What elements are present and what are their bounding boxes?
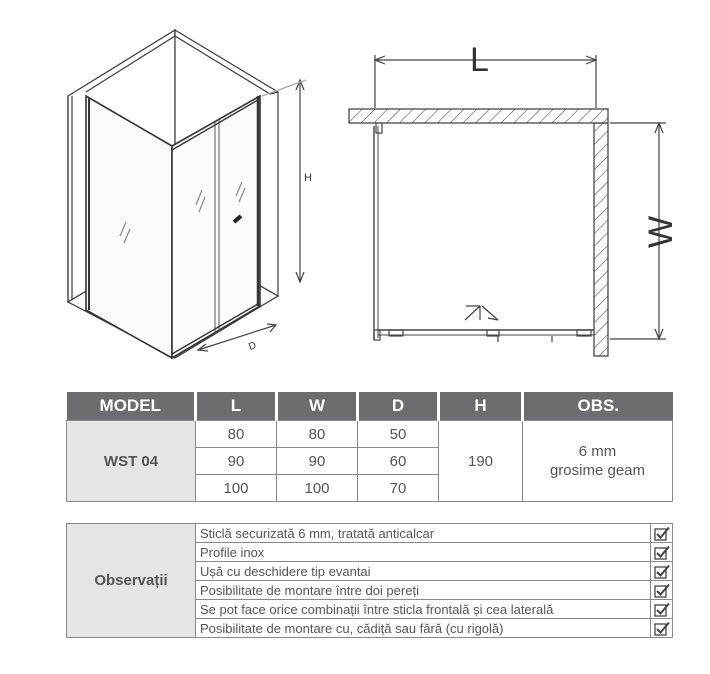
spec-header-row	[67, 392, 673, 421]
cell-d: 60	[358, 448, 439, 475]
isometric-enclosure-drawing	[68, 30, 306, 358]
width-label: W	[642, 215, 680, 248]
observation-text: Posibilitate de montare cu, cădiță sau fără (cu rigolă)	[196, 619, 651, 638]
cell-l: 100	[196, 475, 277, 502]
depth-label: D	[247, 340, 258, 353]
header-model: MODEL	[67, 392, 196, 421]
observation-text: Posibilitate de montare între doi pereți	[196, 581, 651, 600]
cell-d: 50	[358, 421, 439, 448]
observation-text: Ușă cu deschidere tip evantai	[196, 562, 651, 581]
list-item	[67, 524, 673, 543]
cell-l: 90	[196, 448, 277, 475]
cell-w: 80	[277, 421, 358, 448]
cell-h: 190	[439, 421, 523, 502]
header-l: L	[196, 392, 277, 421]
cell-w: 100	[277, 475, 358, 502]
table-row	[67, 421, 673, 448]
plan-view-drawing	[349, 55, 666, 356]
checkbox-checked-icon	[651, 581, 673, 600]
header-obs: OBS.	[523, 392, 673, 421]
observations-label: Observații	[67, 524, 196, 638]
obs-line-1: 6 mm	[578, 443, 617, 460]
cell-d: 70	[358, 475, 439, 502]
cell-obs	[523, 421, 673, 502]
observation-text: Se pot face orice combinații între sticla frontală și cea laterală	[196, 600, 651, 619]
observations-table	[66, 523, 673, 638]
height-label: H	[304, 172, 312, 184]
header-d: D	[358, 392, 439, 421]
cell-w: 90	[277, 448, 358, 475]
model-name: WST 04	[67, 421, 196, 502]
checkbox-checked-icon	[651, 543, 673, 562]
checkbox-checked-icon	[651, 524, 673, 543]
checkbox-checked-icon	[651, 619, 673, 638]
observation-text: Profile inox	[196, 543, 651, 562]
header-w: W	[277, 392, 358, 421]
observation-text: Sticlă securizată 6 mm, tratată anticalcar	[196, 524, 651, 543]
checkbox-checked-icon	[651, 562, 673, 581]
checkbox-checked-icon	[651, 600, 673, 619]
header-h: H	[439, 392, 523, 421]
length-label: L	[470, 41, 489, 79]
specifications-table	[66, 392, 673, 502]
cell-l: 80	[196, 421, 277, 448]
obs-line-2: grosime geam	[549, 462, 646, 479]
